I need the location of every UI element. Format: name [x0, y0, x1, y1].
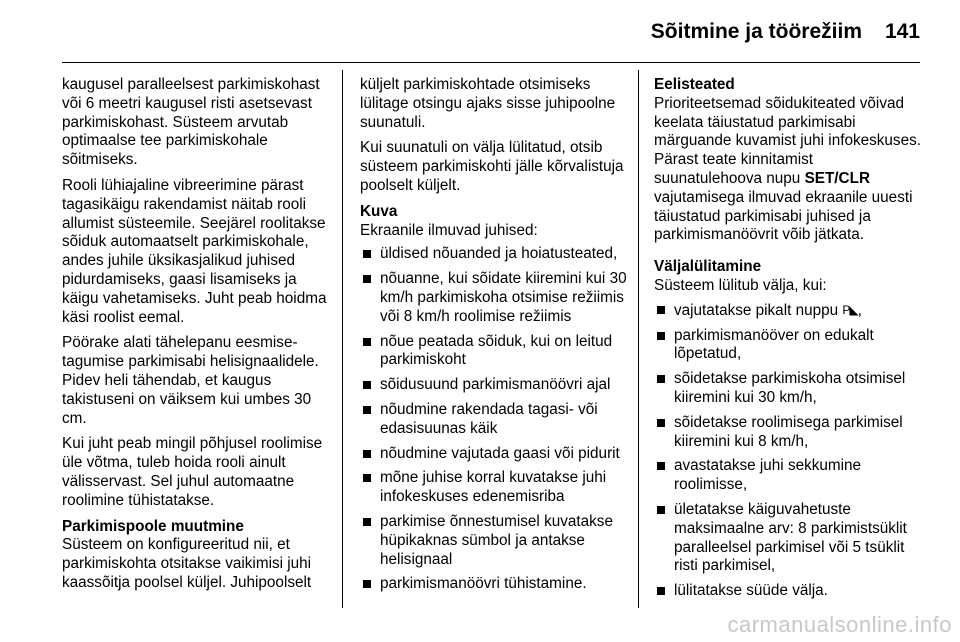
paragraph-text: Prioriteetsemad sõidukiteated võivad keelata täiustatud parkimisabi märguande kuvamist juhi infokeskuses. Pärast teate kinnitamist suunatulehoova nupu: [654, 94, 921, 187]
bullet-list: [360, 245, 630, 594]
column-divider: [638, 70, 639, 608]
list-item: parkimise õnnestumisel kuvatakse hüpikaknas sümbol ja antakse helisignaal: [360, 513, 630, 569]
bullet-list: [654, 301, 924, 601]
list-item: sõidetakse roolimisega parkimisel kiiremini kui 8 km/h,: [654, 414, 924, 452]
section-heading: Parkimispoole muutmine: [62, 517, 244, 535]
column-3: [654, 76, 924, 607]
column-2: [360, 76, 630, 600]
page-number: 141: [884, 20, 920, 43]
paragraph: Rooli lühiajaline vibreerimine pärast tagasikäigu rakendamist näitab rooli allumist süsteemile. Seejärel roolitakse sõiduk automaatselt parkimiskohale, andes juhile üksikasjalikud juhised pidurdamiseks, gaasi lisamiseks ja käigu vahetamiseks. Juht peab hoidma käsi roolist eemal.: [62, 176, 327, 326]
list-item-text: ,: [857, 301, 862, 319]
list-item: lülitatakse süüde välja.: [654, 582, 924, 601]
paragraph: Kui suunatuli on välja lülitatud, otsib süsteem parkimiskohti jälle kõrvalistuja poolselt küljelt.: [360, 139, 624, 194]
list-item: nõue peatada sõiduk, kui on leitud parkimiskoht: [360, 333, 630, 371]
list-item: avastatakse juhi sekkumine roolimisse,: [654, 457, 924, 495]
section-heading: Eelisteated: [654, 76, 735, 93]
paragraph: kaugusel paralleelsest parkimiskohast või 6 meetri kaugusel risti asetsevast parkimiskohast. Süsteem arvutab optimaalse tee parkimiskohale sõitmiseks.: [62, 76, 320, 169]
watermark: carmanualsonline.info: [727, 612, 952, 637]
list-item: ületatakse käiguvahetuste maksimaalne arv: 8 parkimistsüklit paralleelsel parkimisel või 5 tsüklit risti parkimisel,: [654, 501, 924, 576]
column-1: [62, 76, 332, 600]
paragraph: küljelt parkimiskohtade otsimiseks lülitage otsingu ajaks sisse juhipoolne suunatuli.: [360, 76, 616, 131]
page-title: Sõitmine ja töörežiim: [650, 20, 862, 43]
paragraph: Kui juht peab mingil põhjusel roolimise üle võtma, tuleb hoida rooli ainult välisservast. Sel juhul automaatne roolimine tühistatakse.: [62, 435, 323, 509]
list-item: nõuanne, kui sõidate kiiremini kui 30 km/h parkimiskoha otsimise režiimis või 8 km/h roolimise režiimis: [360, 270, 630, 326]
button-name: SET/CLR: [804, 169, 870, 187]
paragraph-text: vajutamisega ilmuvad ekraanile uuesti täiustatud parkimisabi juhised ja parkimismanöövrit võib jätkata.: [654, 188, 913, 244]
section-heading: Väljalülitamine: [654, 258, 762, 276]
paragraph: Pöörake alati tähelepanu eesmise- tagumise parkimisabi helisignaalidele. Pidev heli tähendab, et kaugus takistuseni on väiksem kui umbes 30 cm.: [62, 334, 319, 427]
list-item: parkimismanöövri tühistamine.: [360, 575, 630, 594]
list-item: parkimismanööver on edukalt lõpetatud,: [654, 327, 924, 365]
paragraph: Süsteem lülitub välja, kui:: [654, 276, 827, 294]
list-item: [654, 301, 924, 321]
page-header: [62, 14, 920, 63]
list-item-text: vajutatakse pikalt nuppu: [674, 301, 843, 319]
column-divider: [342, 70, 343, 608]
list-item: üldised nõuanded ja hoiatusteated,: [360, 245, 630, 264]
paragraph: [654, 95, 924, 245]
list-item: nõudmine rakendada tagasi- või edasisuunas käik: [360, 401, 630, 439]
paragraph: Süsteem on konfigureeritud nii, et parkimiskohta otsitakse vaikimisi juhi kaassõitja poolsel küljel. Juhipoolselt: [62, 536, 312, 591]
section-heading: Kuva: [360, 202, 398, 220]
list-item: sõidetakse parkimiskoha otsimisel kiiremini kui 30 km/h,: [654, 370, 924, 408]
list-item: nõudmine vajutada gaasi või pidurit: [360, 445, 630, 464]
list-item: sõidusuund parkimismanöövri ajal: [360, 376, 630, 395]
paragraph: Ekraanile ilmuvad juhised:: [360, 221, 538, 239]
list-item: mõne juhise korral kuvatakse juhi infokeskuses edenemisriba: [360, 469, 630, 507]
parking-assist-icon: P◣: [842, 302, 858, 317]
